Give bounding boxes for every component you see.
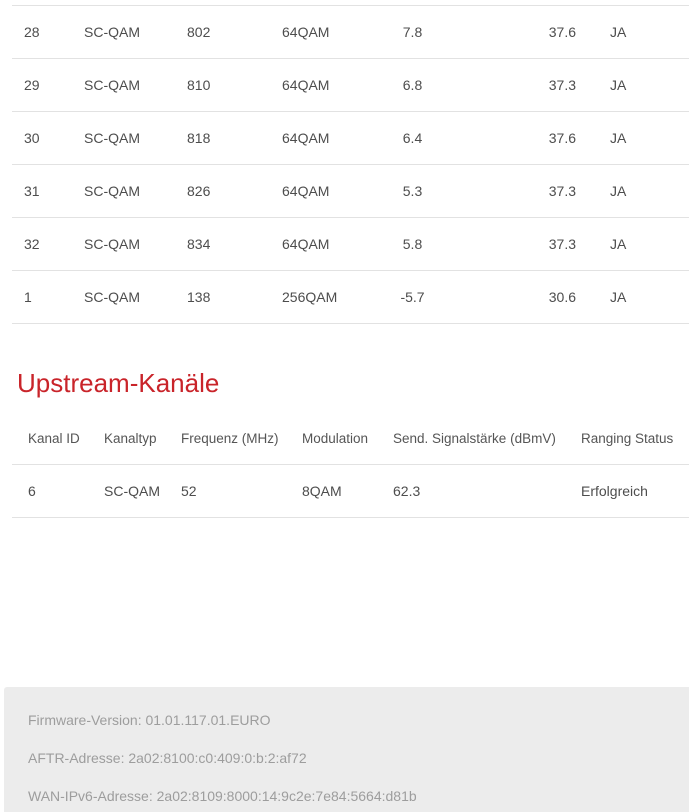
- upstream-channels-table: [12, 412, 689, 518]
- ds-cell-frequenz: 818: [180, 112, 280, 165]
- table-row: [12, 59, 689, 112]
- column-header-signalstaerke: Send. Signalstärke (dBmV): [385, 412, 573, 465]
- ds-cell-snr: 30.6: [480, 271, 600, 324]
- ds-cell-signal: 6.4: [345, 112, 480, 165]
- ds-cell-kanaltyp: SC-QAM: [70, 112, 180, 165]
- us-cell-ranging-status: Erfolgreich: [573, 465, 689, 518]
- us-cell-kanal-id: 6: [12, 465, 96, 518]
- ds-cell-locked: JA: [600, 59, 689, 112]
- ds-cell-modulation: 64QAM: [280, 165, 345, 218]
- ds-cell-signal: -5.7: [345, 271, 480, 324]
- ds-cell-signal: 6.8: [345, 59, 480, 112]
- ds-cell-modulation: 256QAM: [280, 271, 345, 324]
- table-row: [12, 165, 689, 218]
- ds-cell-frequenz: 826: [180, 165, 280, 218]
- ds-cell-signal: 5.3: [345, 165, 480, 218]
- ds-cell-modulation: 64QAM: [280, 218, 345, 271]
- column-header-ranging-status: Ranging Status: [573, 412, 689, 465]
- aftr-address-text: AFTR-Adresse: 2a02:8100:c0:409:0:b:2:af72: [28, 750, 307, 766]
- column-header-frequenz: Frequenz (MHz): [173, 412, 294, 465]
- us-cell-modulation: 8QAM: [294, 465, 385, 518]
- ds-cell-locked: JA: [600, 165, 689, 218]
- ds-cell-locked: JA: [600, 271, 689, 324]
- table-row: [12, 112, 689, 165]
- ds-cell-modulation: 64QAM: [280, 112, 345, 165]
- column-header-kanaltyp: Kanaltyp: [96, 412, 173, 465]
- ds-cell-kanal-id: 29: [12, 59, 70, 112]
- firmware-version-text: Firmware-Version: 01.01.117.01.EURO: [28, 712, 271, 728]
- ds-cell-kanal-id: 1: [12, 271, 70, 324]
- ds-cell-locked: JA: [600, 218, 689, 271]
- ds-cell-snr: 37.3: [480, 165, 600, 218]
- ds-cell-kanal-id: 30: [12, 112, 70, 165]
- ds-cell-snr: 37.6: [480, 112, 600, 165]
- device-info-footer: [4, 687, 689, 812]
- ds-cell-locked: JA: [600, 6, 689, 59]
- ds-cell-locked: JA: [600, 112, 689, 165]
- ds-cell-kanaltyp: SC-QAM: [70, 6, 180, 59]
- table-header-row: [12, 412, 689, 465]
- us-cell-signalstaerke: 62.3: [385, 465, 573, 518]
- ds-cell-modulation: 64QAM: [280, 6, 345, 59]
- table-row: [12, 218, 689, 271]
- ds-cell-kanaltyp: SC-QAM: [70, 59, 180, 112]
- ds-cell-kanaltyp: SC-QAM: [70, 165, 180, 218]
- ds-cell-signal: 7.8: [345, 6, 480, 59]
- ds-cell-frequenz: 810: [180, 59, 280, 112]
- ds-cell-kanal-id: 28: [12, 6, 70, 59]
- column-header-modulation: Modulation: [294, 412, 385, 465]
- ds-cell-kanal-id: 31: [12, 165, 70, 218]
- downstream-channels-table: [12, 5, 689, 324]
- ds-cell-snr: 37.6: [480, 6, 600, 59]
- column-header-kanal-id: Kanal ID: [12, 412, 96, 465]
- ds-cell-frequenz: 834: [180, 218, 280, 271]
- wan-ipv6-address-text: WAN-IPv6-Adresse: 2a02:8109:8000:14:9c2e:7e84:5664:d81b: [28, 788, 417, 804]
- ds-cell-kanal-id: 32: [12, 218, 70, 271]
- ds-cell-snr: 37.3: [480, 218, 600, 271]
- ds-cell-modulation: 64QAM: [280, 59, 345, 112]
- table-row: [12, 271, 689, 324]
- ds-cell-kanaltyp: SC-QAM: [70, 218, 180, 271]
- table-row: [12, 6, 689, 59]
- ds-cell-frequenz: 802: [180, 6, 280, 59]
- upstream-section-title: Upstream-Kanäle: [17, 368, 220, 398]
- us-cell-kanaltyp: SC-QAM: [96, 465, 173, 518]
- ds-cell-kanaltyp: SC-QAM: [70, 271, 180, 324]
- table-row: [12, 465, 689, 518]
- ds-cell-signal: 5.8: [345, 218, 480, 271]
- us-cell-frequenz: 52: [173, 465, 294, 518]
- ds-cell-snr: 37.3: [480, 59, 600, 112]
- ds-cell-frequenz: 138: [180, 271, 280, 324]
